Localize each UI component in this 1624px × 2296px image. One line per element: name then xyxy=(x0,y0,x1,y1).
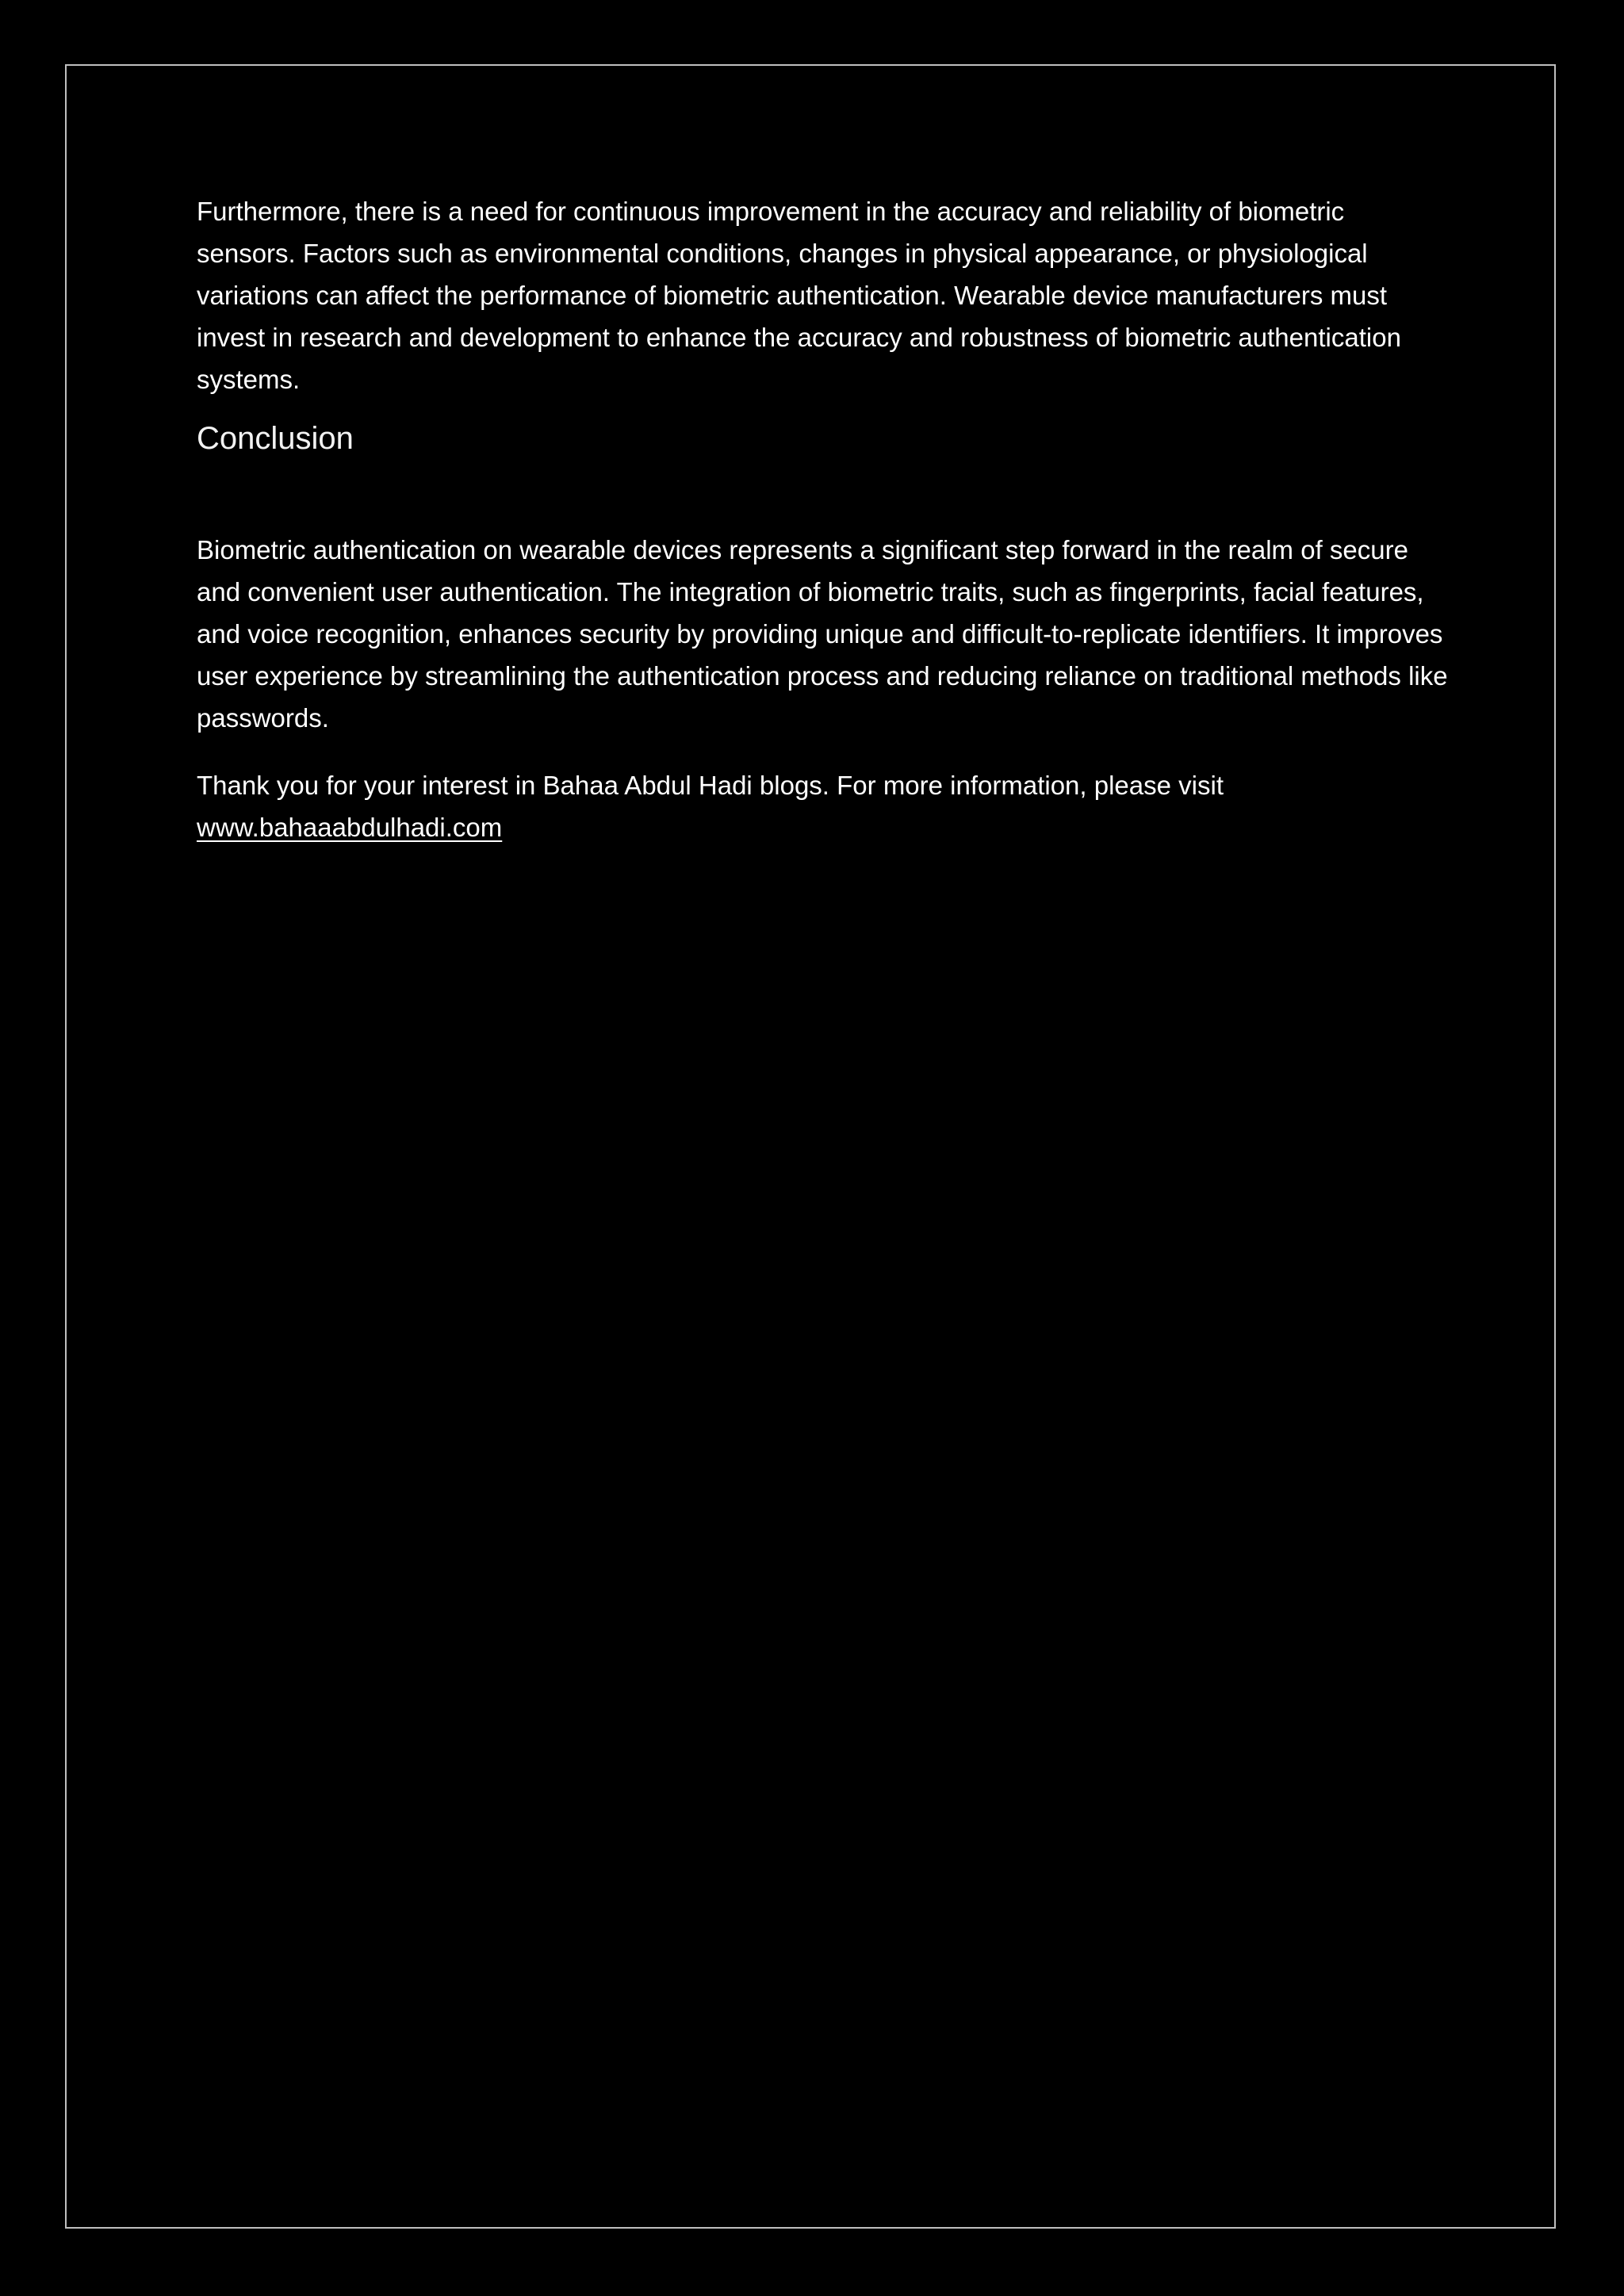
paragraph-thanks xyxy=(197,764,1450,848)
website-link[interactable]: www.bahaaabdulhadi.com xyxy=(197,813,503,842)
thanks-text: Thank you for your interest in Bahaa Abdul Hadi blogs. For more information, please visit xyxy=(197,771,1224,800)
document-body xyxy=(197,190,1450,848)
paragraph-sensor-accuracy: Furthermore, there is a need for continuous improvement in the accuracy and reliability of biometric sensors. Factors such as environmental conditions, changes in physical appearance, or physiological variations can affect the performance of biometric authentication. Wearable device manufacturers must invest in research and development to enhance the accuracy and robustness of biometric authentication systems. xyxy=(197,197,1401,394)
paragraph-conclusion: Biometric authentication on wearable devices represents a significant step forward in the realm of secure and convenient user authentication. The integration of biometric traits, such as fingerprints, facial features, and voice recognition, enhances security by providing unique and difficult-to-replicate identifiers. It improves user experience by streamlining the authentication process and reducing reliance on traditional methods like passwords. xyxy=(197,535,1448,733)
heading-conclusion: Conclusion xyxy=(197,421,354,456)
